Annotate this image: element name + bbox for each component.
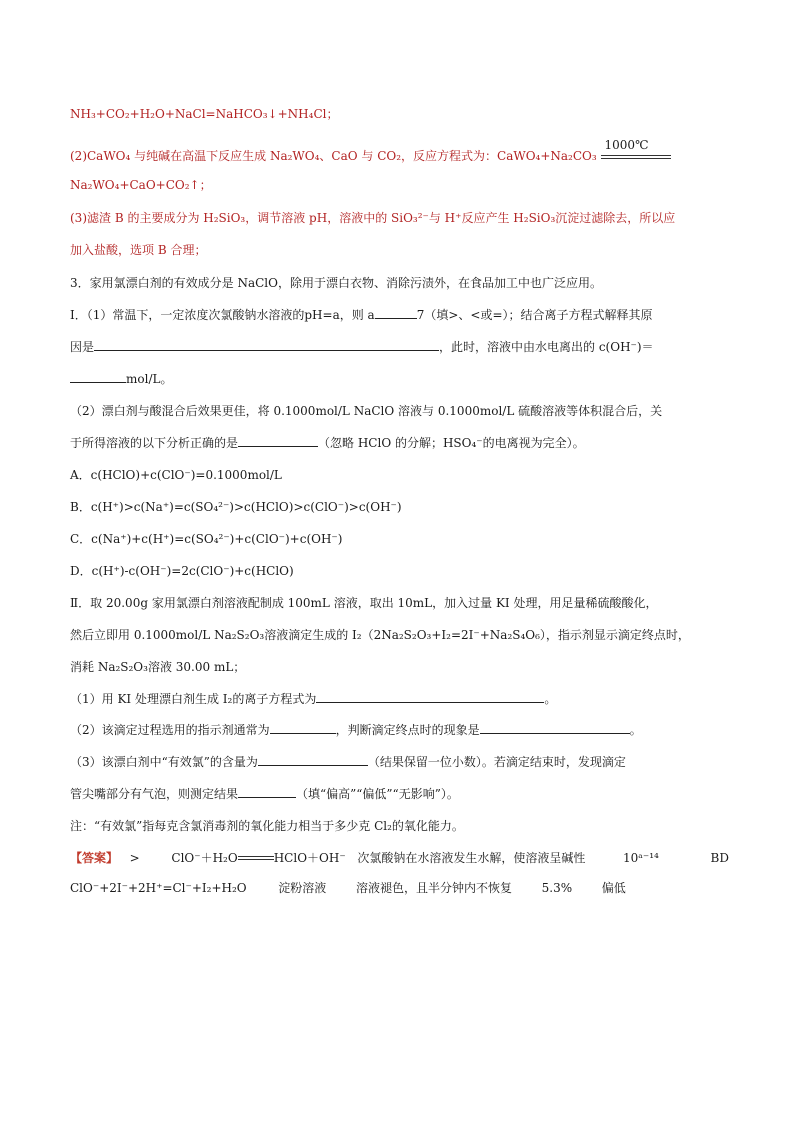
answer-3: 次氯酸钠在水溶液发生水解，使溶液呈碱性 — [357, 851, 586, 865]
part2-line1 — [70, 137, 671, 166]
q1-text-d: ，此时，溶液中由水电离出的 c(OH⁻)＝ — [439, 340, 654, 354]
answer-tag: 【答案】 — [70, 851, 119, 865]
answer-6: ClO⁻+2I⁻+2H⁺=Cl⁻+I₂+H₂O — [70, 881, 247, 895]
part-ii-line2: 然后立即用 0.1000mol/L Na₂S₂O₃溶液滴定生成的 I₂（2Na₂S₂O₃+I₂=2I⁻+Na₂S₄O₆），指示剂显示滴定终点时， — [70, 628, 690, 642]
s3-text-b: （结果保留一位小数）。若滴定结束时，发现滴定 — [367, 755, 626, 769]
answer-2-left: ClO⁻＋H₂O — [171, 851, 238, 865]
q1-text-a: Ⅰ．（1）常温下，一定浓度次氯酸钠水溶液的pH=a，则 a — [70, 308, 375, 322]
note: 注：“有效氯”指每克含氯消毒剂的氧化能力相当于多少克 Cl₂的氧化能力。 — [70, 819, 464, 833]
equation-nh3-nacl: NH₃+CO₂+H₂O+NaCl=NaHCO₃↓+NH₄Cl； — [70, 107, 339, 121]
option-b: B．c(H⁺)>c(Na⁺)=c(SO₄²⁻)>c(HClO)>c(ClO⁻)>c(OH⁻) — [70, 500, 402, 514]
answer-blank-2[interactable] — [94, 338, 439, 351]
q2-text-b: 于所得溶液的以下分析正确的是 — [70, 436, 239, 450]
s2-text-c: 。 — [629, 723, 642, 737]
answer-blank-5[interactable] — [316, 690, 544, 703]
option-a: A．c(HClO)+c(ClO⁻)=0.1000mol/L — [70, 468, 282, 482]
question-2-line1: （2）漂白剂与酸混合后效果更佳，将 0.1000mol/L NaClO 溶液与 0.1000mol/L 硫酸溶液等体积混合后，关 — [70, 404, 663, 418]
sub-question-1 — [70, 690, 556, 708]
s2-text-a: （2）该滴定过程选用的指示剂通常为 — [70, 723, 270, 737]
sub-question-3-line1 — [70, 753, 626, 771]
s2-text-b: ，判断滴定终点时的现象是 — [335, 723, 480, 737]
q2-text-c: （忽略 HClO 的分解；HSO₄⁻的电离视为完全）。 — [318, 436, 585, 450]
problem-intro: 3．家用氯漂白剂的有效成分是 NaClO，除用于漂白衣物、消除污渍外，在食品加工中也广泛应用。 — [70, 276, 602, 290]
part-ii-line1: Ⅱ．取 20.00g 家用氯漂白剂溶液配制成 100mL 溶液，取出 10mL，加入过量 KI 处理，用足量稀硫酸酸化， — [70, 596, 658, 610]
s3-text-a: （3）该漂白剂中“有效氯”的含量为 — [70, 755, 258, 769]
condition-label: 1000℃ — [604, 137, 649, 152]
answer-blank-7[interactable] — [480, 721, 630, 734]
q1-text-c: 因是 — [70, 340, 95, 354]
answer-1: > — [129, 851, 140, 865]
answer-blank-1[interactable] — [375, 306, 417, 319]
reaction-condition — [601, 137, 671, 166]
part2-line2: Na₂WO₄+CaO+CO₂↑； — [70, 178, 212, 192]
answer-blank-6[interactable] — [270, 721, 336, 734]
part2-text: (2)CaWO₄ 与纯碱在高温下反应生成 Na₂WO₄、CaO 与 CO₂，反应方程式为：CaWO₄+Na₂CO₃ — [70, 149, 597, 163]
q1-text-e: mol/L。 — [126, 372, 173, 386]
option-c: C．c(Na⁺)+c(H⁺)=c(SO₄²⁻)+c(ClO⁻)+c(OH⁻) — [70, 532, 343, 546]
part3-line2: 加入盐酸，选项 B 合理； — [70, 243, 207, 257]
part-ii-line3: 消耗 Na₂S₂O₃溶液 30.00 mL； — [70, 660, 246, 674]
sub-question-2 — [70, 721, 642, 739]
answer-blank-4[interactable] — [238, 434, 318, 447]
answer-2-right: HClO＋OH⁻ — [273, 851, 346, 865]
s3-text-c: 管尖嘴部分有气泡，则测定结果 — [70, 787, 239, 801]
answer-line1 — [70, 849, 729, 867]
answer-7: 淀粉溶液 — [278, 881, 327, 895]
question-1-line2 — [70, 338, 654, 356]
part3-line1: (3)滤渣 B 的主要成分为 H₂SiO₃，调节溶液 pH，溶液中的 SiO₃²⁻与 H⁺反应产生 H₂SiO₃沉淀过滤除去，所以应 — [70, 211, 676, 225]
answer-blank-3[interactable] — [70, 370, 126, 383]
option-d: D．c(H⁺)-c(OH⁻)=2c(ClO⁻)+c(HClO) — [70, 564, 294, 578]
s1-text-b: 。 — [544, 692, 557, 706]
question-1-line3 — [70, 370, 172, 388]
q1-text-b: 7（填>、<或=）；结合离子方程式解释其原 — [416, 308, 653, 322]
answer-9: 5.3% — [541, 881, 573, 895]
s3-text-d: （填“偏高”“偏低”“无影响”）。 — [296, 787, 459, 801]
answer-4: 10ᵃ⁻¹⁴ — [623, 851, 659, 865]
answer-line2 — [70, 879, 626, 897]
answer-8: 溶液褪色，且半分钟内不恢复 — [355, 881, 512, 895]
answer-blank-8[interactable] — [258, 753, 368, 766]
answer-5: BD — [710, 851, 729, 865]
answer-blank-9[interactable] — [238, 785, 296, 798]
sub-question-3-line2 — [70, 785, 459, 803]
equilibrium-sign — [238, 853, 274, 865]
question-1-line1 — [70, 306, 653, 324]
answer-10: 偏低 — [601, 881, 626, 895]
question-2-line2 — [70, 434, 585, 452]
s1-text-a: （1）用 KI 处理漂白剂生成 I₂的离子方程式为 — [70, 692, 317, 706]
